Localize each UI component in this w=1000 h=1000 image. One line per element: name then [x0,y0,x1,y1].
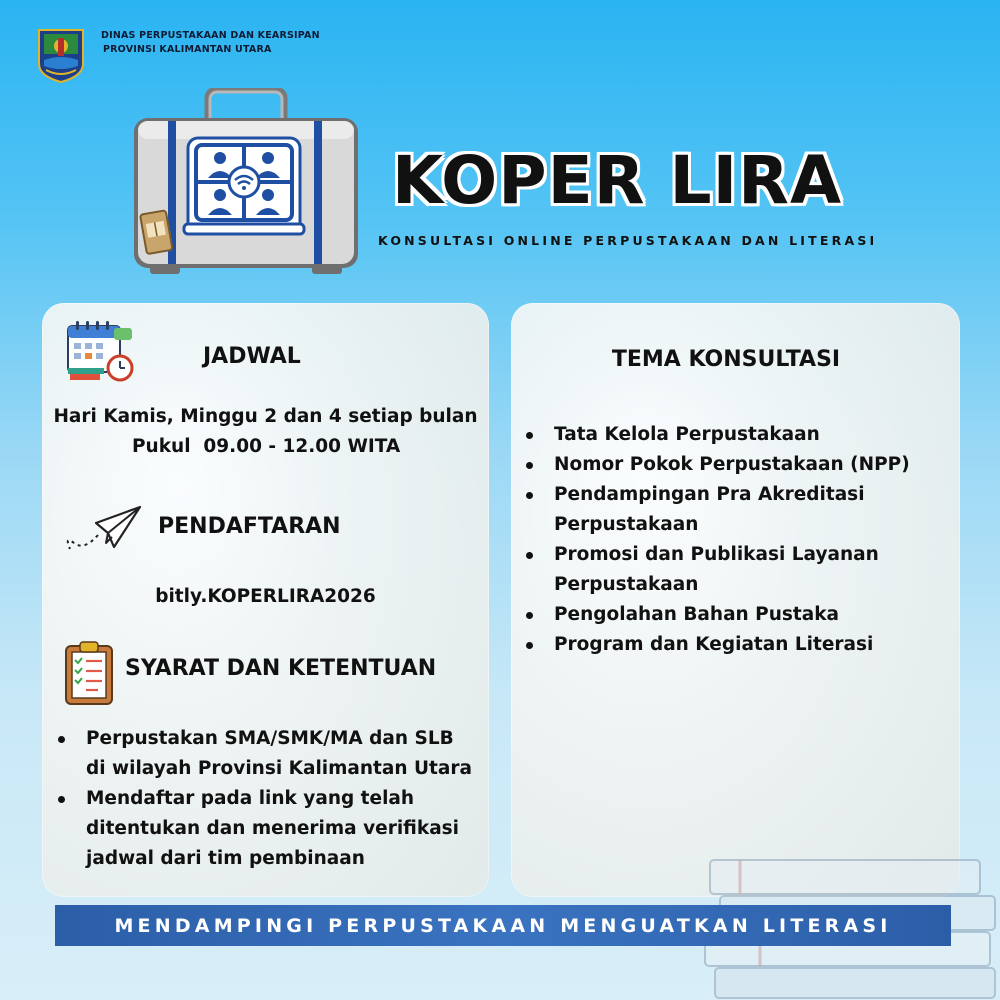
list-item [526,480,910,540]
list-item-line: Mendaftar pada link yang telah [86,788,415,809]
list-item-line: Perpustakaan [554,574,699,595]
org-line-1: DINAS PERPUSTAKAAN DAN KEARSIPAN [101,30,320,41]
page-title: KOPER LIRA [392,142,843,219]
calendar-clock-icon [66,318,136,384]
province-emblem-icon [36,26,86,84]
list-item-line: Perpustakaan [554,514,699,535]
syarat-heading: SYARAT DAN KETENTUAN [125,656,437,681]
list-item-line: ditentukan dan menerima verifikasi [86,818,460,839]
registration-link[interactable]: bitly.KOPERLIRA2026 [155,586,376,607]
list-item-line: di wilayah Provinsi Kalimantan Utara [86,758,472,779]
jadwal-days: Hari Kamis, Minggu 2 dan 4 setiap bulan [53,406,478,427]
footer-banner [55,905,951,946]
org-line-2: PROVINSI KALIMANTAN UTARA [103,44,272,55]
jadwal-hours: Pukul 09.00 - 12.00 WITA [132,436,401,457]
list-item-line: jadwal dari tim pembinaan [86,848,365,869]
footer-tagline: MENDAMPINGI PERPUSTAKAAN MENGUATKAN LITERASI [114,914,892,937]
paper-plane-icon [62,503,142,559]
jadwal-heading: JADWAL [203,344,301,369]
list-item-line: Pengolahan Bahan Pustaka [554,604,840,625]
list-item-line: Program dan Kegiatan Literasi [554,634,874,655]
list-item-line: Perpustakan SMA/SMK/MA dan SLB [86,728,454,749]
syarat-list [58,724,472,874]
list-item [526,630,910,660]
list-item [526,420,910,450]
list-item [58,784,472,874]
suitcase-video-call-icon [128,88,364,278]
tema-list [526,420,910,660]
list-item-line: Tata Kelola Perpustakaan [554,424,820,445]
list-item [58,724,472,784]
list-item [526,600,910,630]
list-item [526,540,910,600]
org-name [101,29,320,57]
list-item-line: Pendampingan Pra Akreditasi [554,484,865,505]
list-item [526,450,910,480]
list-item-line: Nomor Pokok Perpustakaan (NPP) [554,454,910,475]
list-item-line: Promosi dan Publikasi Layanan [554,544,879,565]
page-subtitle: KONSULTASI ONLINE PERPUSTAKAAN DAN LITERASI [378,233,878,248]
tema-heading: TEMA KONSULTASI [611,347,841,372]
pendaftaran-heading: PENDAFTARAN [158,514,341,539]
clipboard-checklist-icon [64,640,116,706]
